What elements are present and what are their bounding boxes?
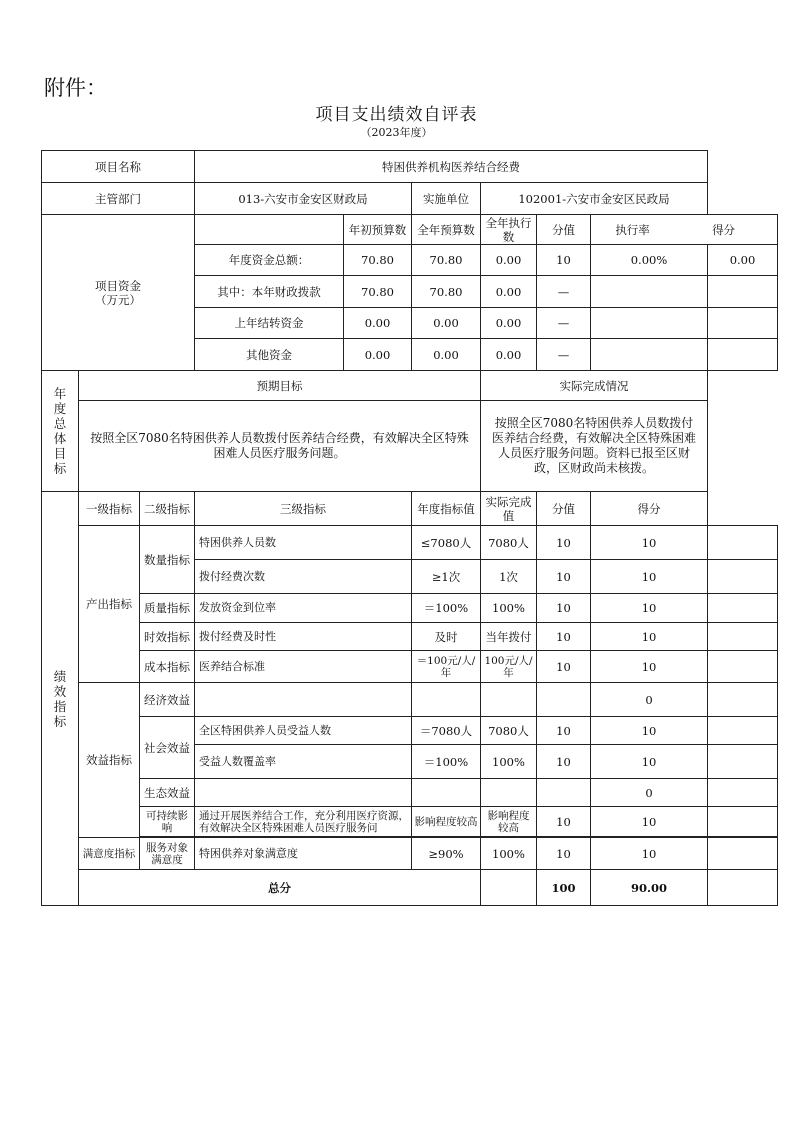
funds-header: 全年预算数 [412,215,481,245]
ind-got: 10 [591,594,708,623]
ind-header: 实际完成值 [481,492,537,526]
level2-service-object: 服务对象满意度 [140,838,195,870]
funds-cell [708,276,778,308]
attachment-label: 附件： [44,76,107,100]
impl-label: 实施单位 [412,183,481,215]
funds-cell: 0.00 [708,245,778,276]
funds-row-name: 其他资金 [195,339,344,371]
ind-actual: 1次 [481,560,537,594]
ind-name: 全区特困供养人员受益人数 [195,717,412,745]
funds-label-line2: （万元） [95,292,141,307]
funds-cell: 0.00 [344,339,412,371]
ind-name: 发放资金到位率 [195,594,412,623]
ind-note [708,838,778,870]
project-name-value: 特困供养机构医养结合经费 [195,151,708,183]
ind-score: 10 [537,651,591,683]
ind-actual [481,683,537,717]
ind-score: 10 [537,526,591,560]
ind-actual: 100% [481,594,537,623]
level1-output: 产出指标 [79,526,140,683]
ind-got: 0 [591,683,708,717]
funds-cell: 10 [537,245,591,276]
ind-target: ≤7080人 [412,526,481,560]
ind-name: 受益人数覆盖率 [195,745,412,779]
ind-name: 医养结合标准 [195,651,412,683]
ind-target: ＝100% [412,594,481,623]
total-blank [481,870,537,906]
funds-cell [591,276,708,308]
level2-ecological: 生态效益 [140,779,195,807]
ind-name [195,779,412,807]
funds-cell: 0.00 [481,308,537,339]
ind-actual: 7080人 [481,526,537,560]
ind-header: 年度指标值 [412,492,481,526]
level2-quantity: 数量指标 [140,526,195,594]
goals-label [42,371,79,492]
funds-cell: 70.80 [344,276,412,308]
funds-cell: 0.00 [412,339,481,371]
funds-cell: 0.00 [412,308,481,339]
level1-benefit: 效益指标 [79,683,140,838]
ind-target: ≥1次 [412,560,481,594]
ind-score: 10 [537,717,591,745]
funds-cell: — [537,339,591,371]
ind-actual: 影响程度较高 [481,807,537,837]
ind-note [708,745,778,779]
ind-got: 10 [591,807,708,837]
expected-goal-text: 按照全区7080名特困供养人员数拨付医养结合经费，有效解决全区特殊困难人员医疗服务问题。 [79,401,481,492]
funds-row-name: 年度资金总额： [195,245,344,276]
level2-timeliness: 时效指标 [140,623,195,651]
ind-got: 10 [591,745,708,779]
level2-sustainable: 可持续影响 [140,807,195,837]
ind-name: 通过开展医养结合工作，充分利用医疗资源，有效解决全区特殊困难人员医疗服务问 [195,807,412,837]
ind-note [708,651,778,683]
ind-got: 10 [591,560,708,594]
total-score: 100 [537,870,591,906]
ind-score [537,683,591,717]
total-got: 90.00 [591,870,708,906]
ind-note [708,623,778,651]
ind-got: 10 [591,717,708,745]
funds-cell [591,339,708,371]
ind-target: ＝7080人 [412,717,481,745]
funds-header [591,215,778,245]
ind-got: 10 [591,623,708,651]
ind-target [412,779,481,807]
ind-score: 10 [537,560,591,594]
ind-name [195,683,412,717]
level2-quality: 质量指标 [140,594,195,623]
ind-name: 特困供养对象满意度 [195,838,412,870]
level2-cost: 成本指标 [140,651,195,683]
funds-cell [708,339,778,371]
level1-satisfaction: 满意度指标 [79,838,140,870]
ind-score: 10 [537,807,591,837]
ind-header: 分值 [537,492,591,526]
funds-cell: 70.80 [344,245,412,276]
funds-cell: 70.80 [412,276,481,308]
funds-row-name: 其中：本年财政拨款 [195,276,344,308]
ind-note [708,717,778,745]
dept-label: 主管部门 [42,183,195,215]
funds-cell: 0.00% [591,245,708,276]
ind-header: 二级指标 [140,492,195,526]
ind-got: 0 [591,779,708,807]
ind-name: 拨付经费次数 [195,560,412,594]
ind-header: 三级指标 [195,492,412,526]
funds-label [42,215,195,371]
funds-header: 分值 [537,215,591,245]
dept-value: 013-六安市金安区财政局 [195,183,412,215]
ind-got: 10 [591,651,708,683]
ind-got: 10 [591,838,708,870]
goals-label-char: 体 [53,431,67,446]
funds-cell [708,308,778,339]
total-note [708,870,778,906]
actual-goal-header: 实际完成情况 [481,371,708,401]
funds-cell: — [537,308,591,339]
ind-note [708,683,778,717]
indicators-label-char: 绩 [53,668,67,684]
funds-cell [591,308,708,339]
ind-target: ＝100% [412,745,481,779]
ind-header: 一级指标 [79,492,140,526]
expected-goal-header: 预期目标 [79,371,481,401]
goals-label-char: 度 [53,401,67,416]
impl-value: 102001-六安市金安区民政局 [481,183,708,215]
actual-goal-text: 按照全区7080名特困供养人员数拨付医养结合经费，有效解决全区特殊困难人员医疗服务问题。资料已报至区财政，区财政尚未核拨。 [481,401,708,492]
funds-header-exec-rate: 执行率 [615,222,650,237]
funds-cell: — [537,276,591,308]
page-title: 项目支出绩效自评表 [315,105,478,125]
ind-target: ≥90% [412,838,481,870]
funds-cell: 0.00 [481,245,537,276]
ind-note [708,526,778,560]
goals-label-char: 目 [53,446,67,461]
indicators-label [42,492,79,906]
indicators-label-char: 标 [53,713,67,729]
ind-score: 10 [537,623,591,651]
funds-cell: 0.00 [481,276,537,308]
year-label: （2023年度） [360,126,433,139]
ind-actual: 7080人 [481,717,537,745]
level2-economic: 经济效益 [140,683,195,717]
ind-got: 10 [591,526,708,560]
total-label: 总分 [79,870,481,906]
funds-cell: 70.80 [412,245,481,276]
ind-target: 及时 [412,623,481,651]
ind-target: 影响程度较高 [412,807,481,837]
level2-social: 社会效益 [140,717,195,779]
ind-note [708,779,778,807]
ind-note [708,594,778,623]
ind-name: 拨付经费及时性 [195,623,412,651]
self-evaluation-table [41,150,778,906]
funds-cell: 0.00 [344,308,412,339]
project-name-label: 项目名称 [42,151,195,183]
goals-label-char: 标 [53,461,67,476]
goals-label-char: 年 [53,386,67,401]
ind-score [537,779,591,807]
indicators-label-char: 效 [53,683,67,699]
goals-label-char: 总 [53,416,67,431]
ind-name: 特困供养人员数 [195,526,412,560]
ind-score: 10 [537,745,591,779]
funds-header: 年初预算数 [344,215,412,245]
ind-actual: 100% [481,838,537,870]
funds-row-name: 上年结转资金 [195,308,344,339]
ind-target: ＝100元/人/年 [412,651,481,683]
ind-note [708,560,778,594]
funds-header-blank [195,215,344,245]
indicators-label-char: 指 [53,698,67,714]
ind-score: 10 [537,838,591,870]
ind-actual [481,779,537,807]
ind-actual: 当年拨付 [481,623,537,651]
ind-actual: 100% [481,745,537,779]
ind-score: 10 [537,594,591,623]
funds-label-line1: 项目资金 [95,278,141,293]
funds-header: 全年执行数 [481,215,537,245]
ind-header: 得分 [591,492,708,526]
funds-header-score: 得分 [712,222,736,237]
funds-cell: 0.00 [481,339,537,371]
ind-note [708,807,778,837]
ind-target [412,683,481,717]
ind-actual: 100元/人/年 [481,651,537,683]
